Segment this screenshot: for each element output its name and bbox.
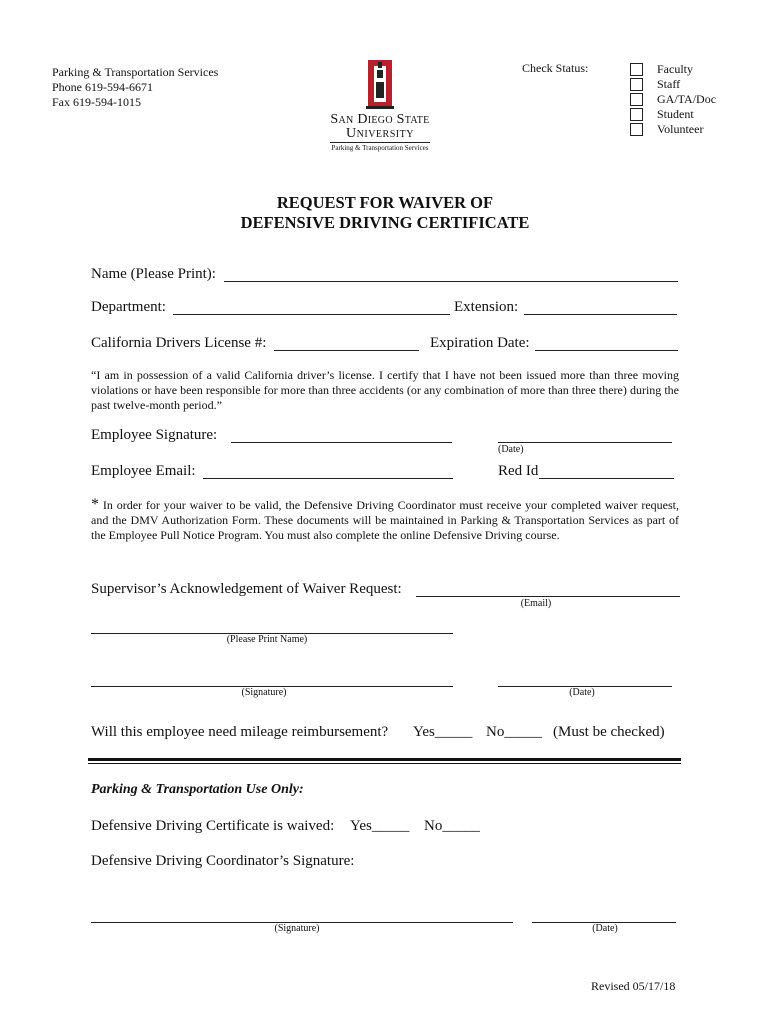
logo-line-3: Parking & Transportation Services xyxy=(331,144,429,152)
license-field[interactable] xyxy=(274,335,419,351)
supervisor-ack-label: Supervisor’s Acknowledgement of Waiver Request: xyxy=(91,581,402,597)
employee-date-field[interactable] xyxy=(498,427,672,443)
red-id-label: Red Id xyxy=(498,463,539,479)
expiration-label: Expiration Date: xyxy=(430,335,530,351)
contact-block xyxy=(52,65,218,110)
license-label: California Drivers License #: xyxy=(91,335,267,351)
logo-line-2: University xyxy=(346,126,414,141)
employee-signature-field[interactable] xyxy=(231,427,452,443)
date-caption: (Date) xyxy=(498,444,524,455)
name-field[interactable] xyxy=(224,266,678,282)
supervisor-date-field[interactable] xyxy=(498,671,672,687)
expiration-field[interactable] xyxy=(535,335,678,351)
revised-date: Revised 05/17/18 xyxy=(591,979,676,993)
checkbox[interactable] xyxy=(630,63,643,76)
tower-icon xyxy=(318,58,442,110)
mileage-note: (Must be checked) xyxy=(553,724,665,740)
coordinator-signature-field[interactable] xyxy=(91,907,513,923)
extension-label: Extension: xyxy=(454,299,519,315)
mileage-no[interactable]: No_____ xyxy=(486,724,542,740)
print-name-caption: (Please Print Name) xyxy=(226,634,308,645)
name-label: Name (Please Print): xyxy=(91,266,216,282)
supervisor-signature-field[interactable] xyxy=(91,671,453,687)
employee-email-label: Employee Email: xyxy=(91,463,196,479)
fax-number: Fax 619-594-1015 xyxy=(52,95,141,109)
department-field[interactable] xyxy=(173,299,450,315)
employee-email-field[interactable] xyxy=(203,463,453,479)
extension-field[interactable] xyxy=(524,299,677,315)
checkbox[interactable] xyxy=(630,78,643,91)
date-caption: (Date) xyxy=(569,687,595,698)
dept-name: Parking & Transportation Services xyxy=(52,65,219,79)
checkbox[interactable] xyxy=(630,123,643,136)
page-title: REQUEST FOR WAIVER OF DEFENSIVE DRIVING CERTIFICATE xyxy=(240,193,530,232)
office-use-heading: Parking & Transportation Use Only: xyxy=(91,782,304,797)
phone-number: Phone 619-594-6671 xyxy=(52,80,153,94)
logo-line-1: San Diego State xyxy=(330,112,430,127)
notice-text: * In order for your waiver to be valid, the Defensive Driving Coordinator must receive your completed waiver request, and the DMV Authorization Form. These documents will be maintained in Parking & Transportation Services as part of the Employee Pull Notice Program. You must also complete the online Defensive Driving course. xyxy=(91,496,679,542)
coordinator-signature-label: Defensive Driving Coordinator’s Signature: xyxy=(91,853,355,869)
date-caption: (Date) xyxy=(592,923,618,934)
waived-label: Defensive Driving Certificate is waived: xyxy=(91,818,335,834)
sdsu-logo xyxy=(318,58,442,156)
mileage-yes[interactable]: Yes_____ xyxy=(413,724,473,740)
asterisk: * xyxy=(91,496,99,513)
email-caption: (Email) xyxy=(520,598,552,609)
waived-no[interactable]: No_____ xyxy=(424,818,480,834)
mileage-question: Will this employee need mileage reimbursement? xyxy=(91,724,389,740)
certification-text: “I am in possession of a valid California driver’s license. I certify that I have not been issued more than three moving violations or have been responsible for more than three accidents (or any combination of more than three there) during the past twelve-month period.” xyxy=(91,368,679,412)
check-status-label: Check Status: xyxy=(522,61,589,75)
signature-caption: (Signature) xyxy=(274,923,320,934)
employee-signature-label: Employee Signature: xyxy=(91,427,218,443)
checkbox[interactable] xyxy=(630,108,643,121)
coordinator-date-field[interactable] xyxy=(532,907,676,923)
red-id-field[interactable] xyxy=(539,463,674,479)
divider xyxy=(88,758,681,761)
checkbox[interactable] xyxy=(630,93,643,106)
department-label: Department: xyxy=(91,299,166,315)
divider xyxy=(88,763,681,764)
supervisor-email-field[interactable] xyxy=(416,581,680,597)
signature-caption: (Signature) xyxy=(241,687,287,698)
waived-yes[interactable]: Yes_____ xyxy=(350,818,410,834)
supervisor-name-field[interactable] xyxy=(91,618,453,634)
